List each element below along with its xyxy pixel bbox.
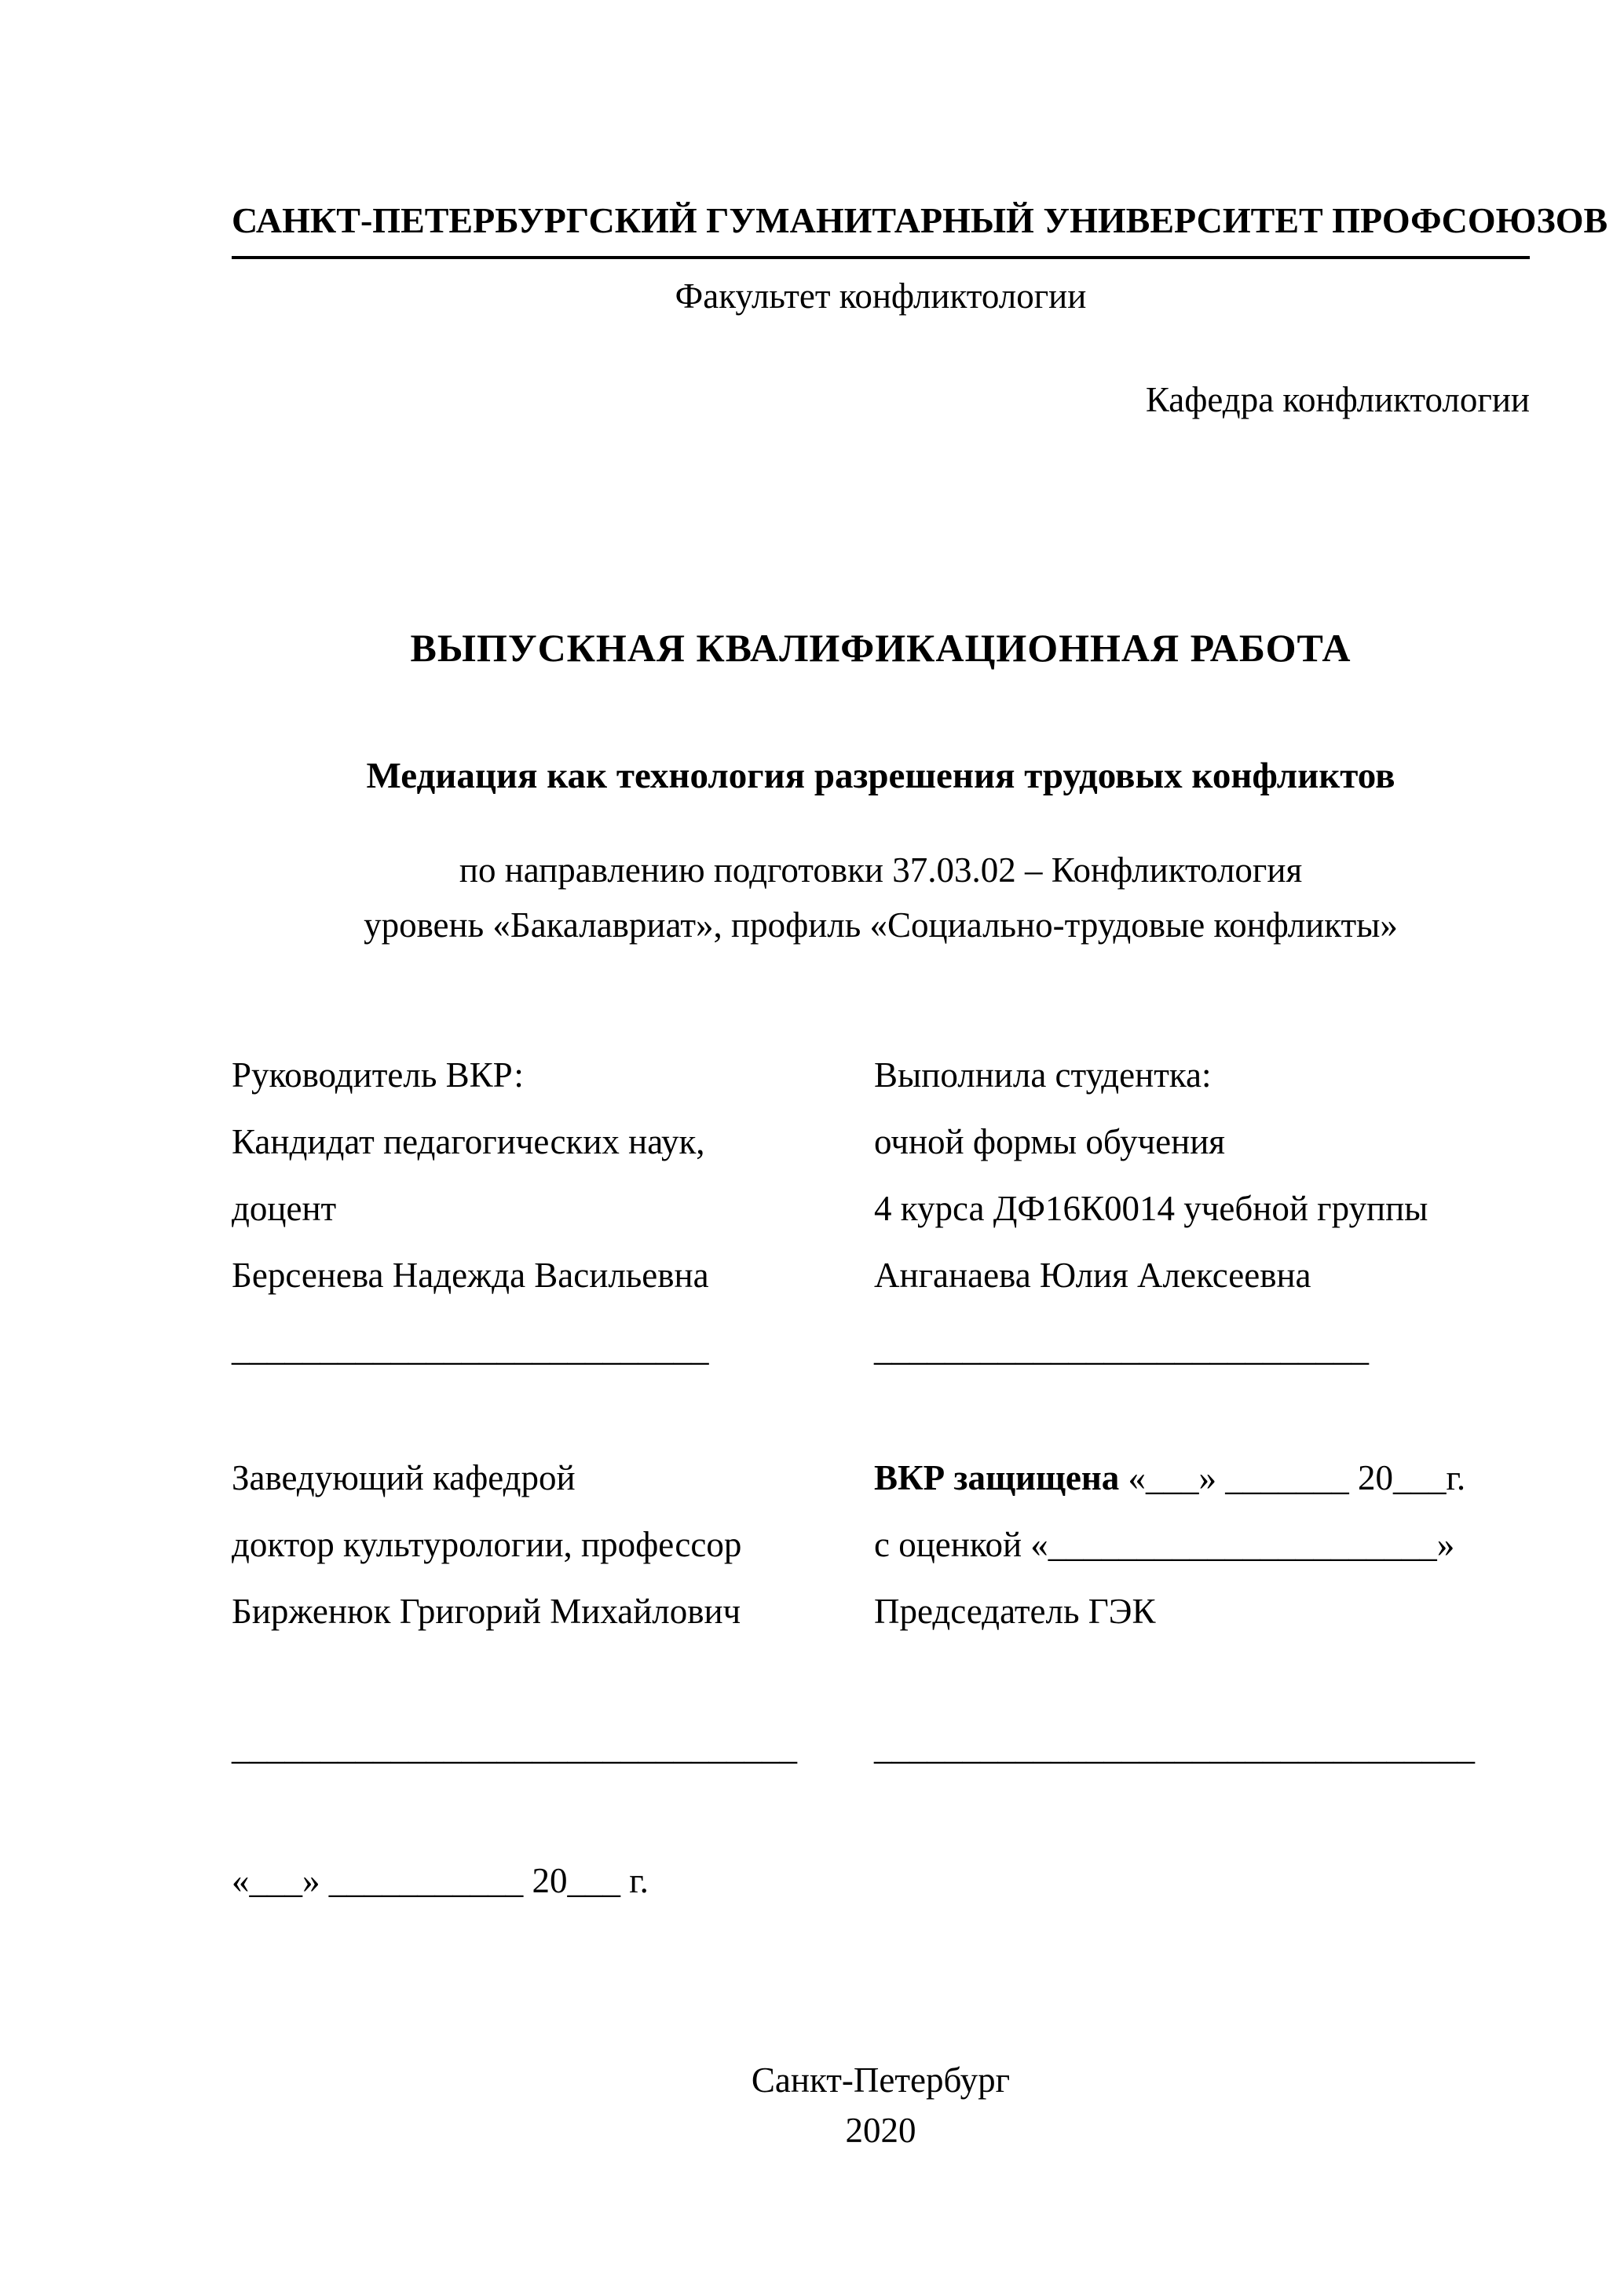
student-name: Анганаева Юлия Алексеевна bbox=[874, 1255, 1311, 1295]
supervisor-degree: Кандидат педагогических наук, bbox=[232, 1121, 705, 1161]
supervisor-name: Берсенева Надежда Васильевна bbox=[232, 1255, 709, 1295]
defense-date-blanks: «___» _______ 20___г. bbox=[1119, 1457, 1466, 1497]
defense-signature-line: __________________________________ bbox=[874, 1727, 1475, 1767]
defense-label: ВКР защищена bbox=[874, 1457, 1120, 1497]
dept-head-name: Бирженюк Григорий Михайлович bbox=[232, 1591, 741, 1631]
header-rule bbox=[232, 256, 1530, 259]
student-signature-line: ____________________________ bbox=[874, 1328, 1369, 1368]
student-label: Выполнила студентка: bbox=[874, 1055, 1212, 1095]
program-direction: по направлению подготовки 37.03.02 – Конфликтология bbox=[459, 850, 1303, 890]
footer-block bbox=[232, 2055, 1530, 2155]
supervisor-block bbox=[232, 1042, 874, 1309]
city: Санкт-Петербург bbox=[751, 2060, 1011, 2100]
student-group: 4 курса ДФ16К0014 учебной группы bbox=[874, 1188, 1428, 1228]
dept-head-degree: доктор культурологии, профессор bbox=[232, 1524, 742, 1564]
dept-head-title: Заведующий кафедрой bbox=[232, 1457, 576, 1497]
program-level: уровень «Бакалавриат», профиль «Социально-трудовые конфликты» bbox=[364, 905, 1398, 945]
student-block bbox=[874, 1042, 1530, 1309]
right-column bbox=[874, 1042, 1530, 1914]
work-type-title: ВЫПУСКНАЯ КВАЛИФИКАЦИОННАЯ РАБОТА bbox=[410, 626, 1352, 671]
defense-date-line bbox=[874, 1445, 1530, 1512]
defense-grade-line: с оценкой «______________________» bbox=[874, 1524, 1455, 1564]
faculty-name: Факультет конфликтологии bbox=[675, 276, 1087, 316]
defense-block bbox=[874, 1445, 1530, 1645]
left-column bbox=[232, 1042, 874, 1914]
year: 2020 bbox=[845, 2110, 916, 2150]
department-name: Кафедра конфликтологии bbox=[1145, 379, 1530, 419]
supervisor-position: доцент bbox=[232, 1188, 337, 1228]
student-study-form: очной формы обучения bbox=[874, 1121, 1225, 1161]
dept-head-block bbox=[232, 1445, 874, 1645]
thesis-title: Медиация как технология разрешения трудовых конфликтов bbox=[366, 755, 1395, 796]
dept-head-signature-line: ________________________________ bbox=[232, 1727, 797, 1767]
supervisor-label: Руководитель ВКР: bbox=[232, 1055, 524, 1095]
gek-chairman-label: Председатель ГЭК bbox=[874, 1591, 1156, 1631]
program-block bbox=[232, 843, 1530, 952]
dept-head-date-line: «___» ___________ 20___ г. bbox=[232, 1860, 649, 1900]
signature-columns bbox=[232, 1042, 1530, 1914]
university-name: САНКТ-ПЕТЕРБУРГСКИЙ ГУМАНИТАРНЫЙ УНИВЕРСИТЕТ ПРОФСОЮЗОВ bbox=[232, 200, 1608, 240]
supervisor-signature-line: ___________________________ bbox=[232, 1328, 709, 1368]
